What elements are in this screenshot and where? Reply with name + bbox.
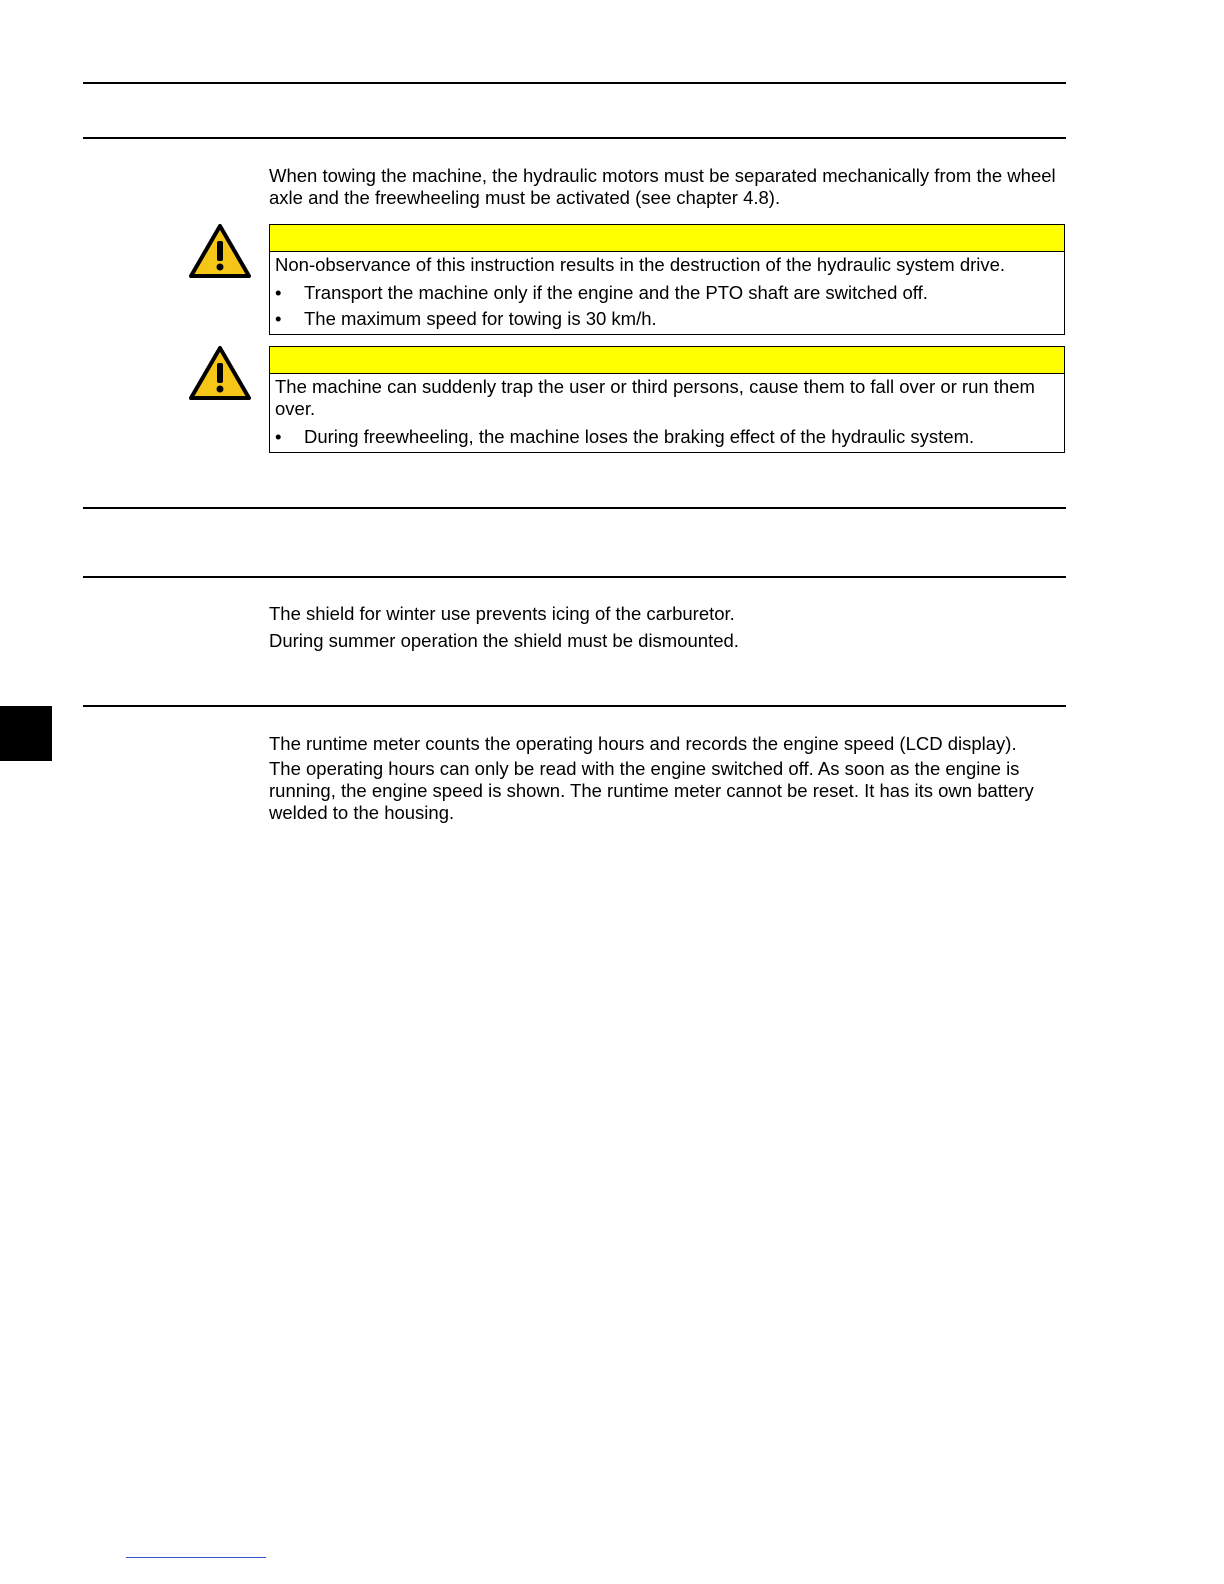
warning-text: Non-observance of this instruction results in the destruction of the hydraulic system drive.	[275, 254, 1006, 275]
section-rule	[83, 576, 1066, 578]
warning-triangle-icon	[188, 345, 252, 401]
winter-shield-text: The shield for winter use prevents icing of the carburetor.	[269, 603, 735, 624]
section-rule	[83, 137, 1066, 139]
towing-intro: When towing the machine, the hydraulic motors must be separated mechanically from the wheel axle and the freewheeling must be activated (see chapter 4.8).	[269, 165, 1056, 208]
warning-header	[270, 225, 1064, 252]
warning-triangle-icon	[188, 223, 252, 279]
section-rule-top	[83, 82, 1066, 84]
section-rule-top	[83, 507, 1066, 509]
runtime-meter-text: The operating hours can only be read with the engine switched off. As soon as the engine is running, the engine speed is shown. The runtime meter cannot be reset. It has its own battery welded to the housing.	[269, 758, 1034, 823]
footer-link-underline	[126, 1557, 266, 1558]
runtime-meter-text: The runtime meter counts the operating hours and records the engine speed (LCD display).	[269, 733, 1017, 754]
warning-box-freewheeling	[269, 346, 1065, 453]
warning-box-destruction	[269, 224, 1065, 335]
chapter-thumb-tab	[0, 706, 52, 761]
warning-bullet: • Transport the machine only if the engine and the PTO shaft are switched off.	[275, 282, 928, 303]
warning-text: The machine can suddenly trap the user or third persons, cause them to fall over or run them over.	[275, 376, 1035, 419]
warning-bullet: • During freewheeling, the machine loses the braking effect of the hydraulic system.	[275, 426, 975, 447]
warning-bullet: • The maximum speed for towing is 30 km/h.	[275, 308, 657, 329]
winter-shield-text: During summer operation the shield must be dismounted.	[269, 630, 739, 651]
warning-header	[270, 347, 1064, 374]
section-rule	[83, 705, 1066, 707]
